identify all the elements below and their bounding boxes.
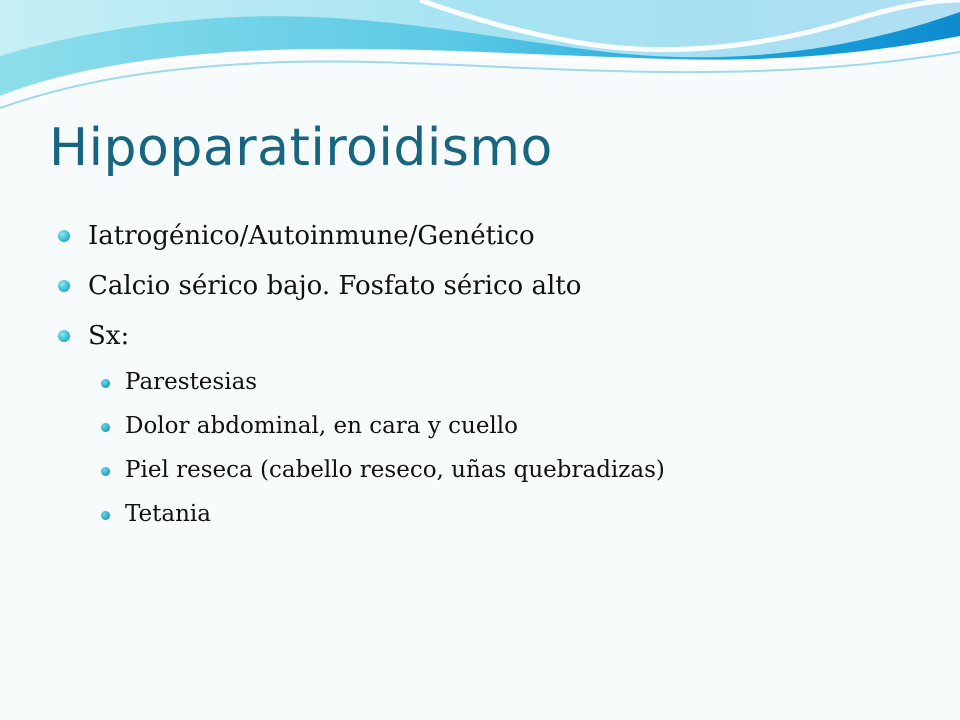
sub-bullet-item <box>101 449 938 493</box>
sub-bullet-item <box>101 405 938 449</box>
bullet-text: Sx: <box>88 320 130 351</box>
sub-bullet-text: Tetania <box>125 501 212 528</box>
slide-title: Hipoparatiroidismo <box>49 118 553 178</box>
circle-bullet-icon <box>101 511 110 520</box>
wave-header-graphic <box>0 0 960 120</box>
circle-bullet-icon <box>58 330 70 342</box>
circle-bullet-icon <box>58 230 70 242</box>
bullet-item <box>58 261 938 311</box>
sub-bullet-text: Parestesias <box>125 369 258 396</box>
sub-bullet-item <box>101 493 938 537</box>
sub-bullet-text: Piel reseca (cabello reseco, uñas quebradizas) <box>125 457 665 484</box>
circle-bullet-icon <box>101 467 110 476</box>
bullet-item <box>58 311 938 361</box>
bullet-item <box>58 211 938 261</box>
bullet-list <box>58 211 938 537</box>
circle-bullet-icon <box>101 423 110 432</box>
bullet-text: Iatrogénico/Autoinmune/Genético <box>88 220 535 251</box>
sub-bullet-item <box>101 361 938 405</box>
circle-bullet-icon <box>101 379 110 388</box>
circle-bullet-icon <box>58 280 70 292</box>
sub-bullet-text: Dolor abdominal, en cara y cuello <box>125 413 518 440</box>
bullet-text: Calcio sérico bajo. Fosfato sérico alto <box>88 270 582 301</box>
